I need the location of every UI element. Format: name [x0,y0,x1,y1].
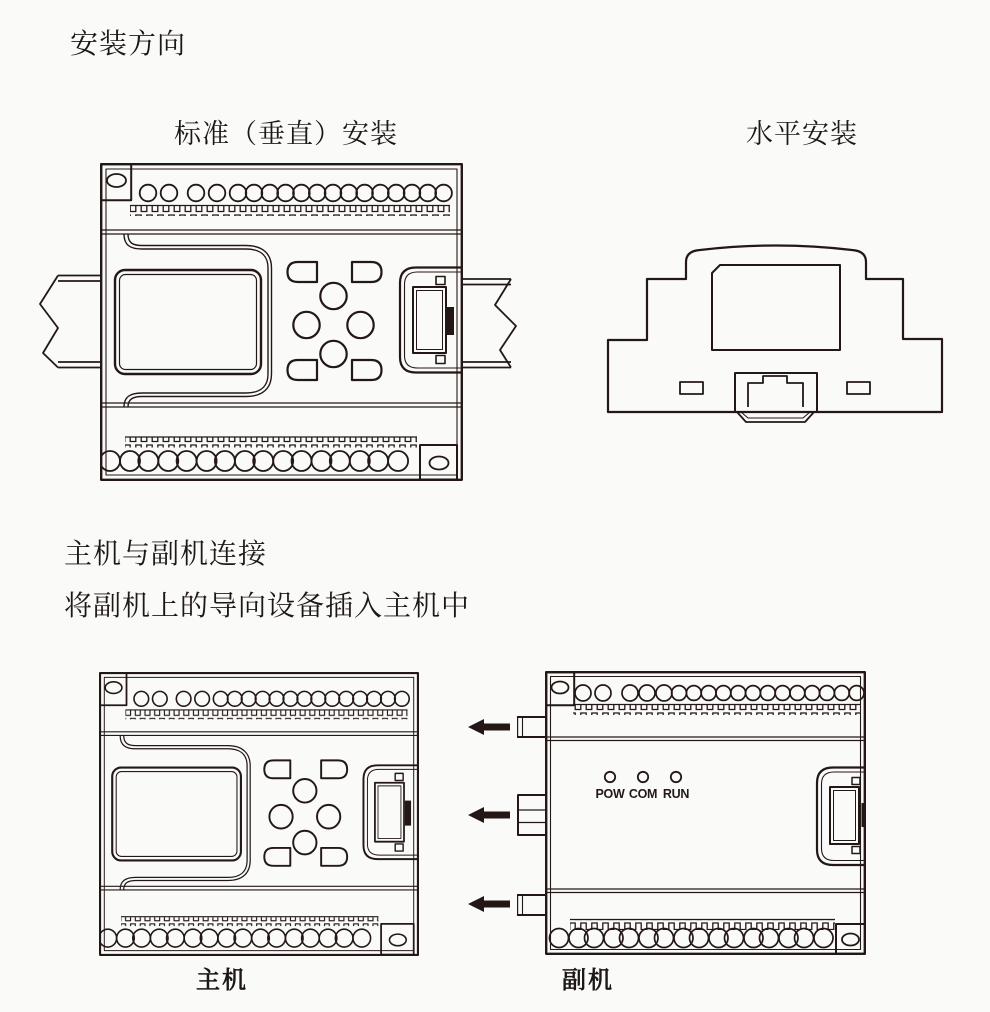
secondary-unit-device [517,672,867,954]
din-rail-right [463,279,516,368]
caption-horizontal-install: 水平安装 [746,119,858,149]
main-unit-label: 主机 [196,968,248,994]
secondary-unit-label: 副机 [562,968,614,994]
horizontal-install-figure [600,230,970,430]
main-unit-device [99,673,418,955]
din-clip [735,373,817,422]
caption-vertical-install: 标准（垂直）安装 [174,119,398,149]
vent-slot [680,382,703,394]
vertical-install-figure [30,158,530,488]
insert-arrow [468,719,510,735]
insert-arrow [468,807,510,823]
rail-break-mark [495,279,516,368]
plc-device [100,164,462,480]
din-rail-left [40,276,101,368]
rail-break-mark [40,276,58,368]
device-profile-outline [608,246,942,413]
connection-instruction: 将副机上的导向设备插入主机中 [64,590,471,621]
connection-figure [90,665,900,960]
vent-slot [847,382,870,394]
page-title: 安装方向 [70,28,187,59]
insert-arrow [468,896,510,912]
connection-section [64,528,470,632]
label-panel [712,265,840,350]
connection-heading: 主机与副机连接 [64,538,268,569]
